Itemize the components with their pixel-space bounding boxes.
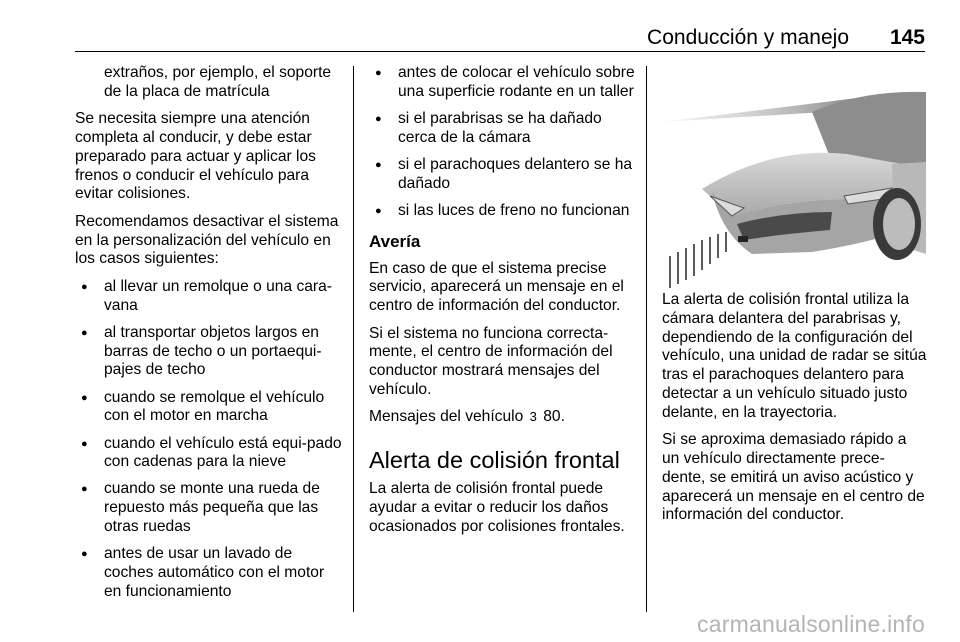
- car-radar-illustration: [662, 84, 926, 290]
- paragraph: Si el sistema no funciona correcta‐mente, el centro de información del conductor mostrará mensajes del vehículo.: [369, 324, 613, 398]
- radar-sensor: [738, 236, 748, 242]
- list-item: ● cuando se remolque el vehículo con el motor en marcha: [75, 389, 343, 427]
- column-right: [662, 291, 928, 534]
- list-item: ● antes de usar un lavado de coches automático con el motor en funcionamiento: [75, 545, 343, 601]
- list-item: ● cuando se monte una rueda de repuesto más pequeña que las otras ruedas: [75, 480, 343, 536]
- list-item: ● antes de colocar el vehículo sobre una superficie rodante en un taller: [369, 64, 635, 102]
- column-divider: [646, 66, 647, 612]
- bullet-list: [75, 278, 343, 602]
- list-item: ● al llevar un remolque o una cara‐vana: [75, 278, 343, 316]
- list-item: ● si el parachoques delantero se ha dañado: [369, 156, 635, 194]
- list-item: ● si el parabrisas se ha dañado cerca de la cámara: [369, 110, 635, 148]
- reference-text: Mensajes del vehículo: [369, 408, 524, 426]
- section-subheading: Avería: [369, 231, 421, 251]
- column-divider: [353, 66, 354, 612]
- paragraph: La alerta de colisión frontal utiliza la cámara delantera del parabrisas y, dependiendo de la configuración del vehículo, una unidad de radar se sitúa tras el parachoques delantero para detectar a un vehículo situado justo delante, en la trayectoria.: [662, 291, 927, 421]
- page-header: [75, 26, 925, 52]
- bullet-continuation: extraños, por ejemplo, el soporte de la placa de matrícula: [104, 64, 332, 100]
- reference-page: 80.: [543, 408, 565, 426]
- paragraph: Recomendamos desactivar el sistema en la personalización del vehículo en los casos siguientes:: [75, 212, 339, 268]
- bullet-list: [369, 64, 635, 221]
- column-left: [75, 64, 343, 610]
- wheel-rim: [883, 198, 915, 250]
- list-item: ● cuando el vehículo está equi‐pado con cadenas para la nieve: [75, 435, 343, 473]
- list-item: ● si las luces de freno no funcionan: [369, 202, 635, 221]
- page-number: 145: [889, 26, 925, 49]
- header-rule: [75, 51, 925, 52]
- cross-reference: [369, 408, 635, 427]
- radar-waves: [670, 232, 726, 288]
- paragraph: Si se aproxima demasiado rápido a un vehículo directamente prece‐dente, se emitirá un aviso acústico y aparecerá un mensaje en el centro de información del conductor.: [662, 431, 925, 524]
- watermark: carmanualsonline.info: [697, 611, 925, 637]
- paragraph: Se necesita siempre una atención completa al conducir, y debe estar preparado para actuar y aplicar los frenos o conducir el vehículo para evitar colisiones.: [75, 110, 316, 203]
- column-middle: [369, 64, 635, 545]
- page-reference-icon: 3: [529, 409, 537, 425]
- header-title: Conducción y manejo: [647, 26, 849, 49]
- list-item: ● al transportar objetos largos en barras de techo o un portaequi‐pajes de techo: [75, 324, 343, 380]
- paragraph: En caso de que el sistema precise servicio, aparecerá un mensaje en el centro de información del conductor.: [369, 259, 624, 315]
- car-front-camera-radar-illustration-icon: [662, 84, 926, 290]
- section-heading: Alerta de colisión frontal: [369, 447, 620, 474]
- paragraph: La alerta de colisión frontal puede ayudar a evitar o reducir los daños ocasionados por colisiones frontales.: [369, 480, 625, 535]
